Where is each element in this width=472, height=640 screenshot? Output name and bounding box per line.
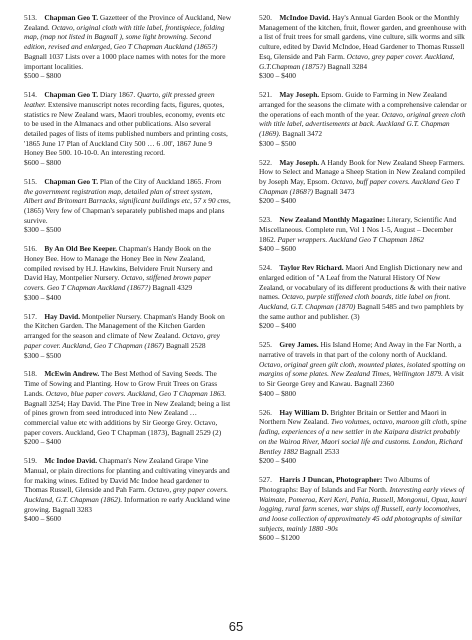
lot-heading: Grey James. — [279, 340, 319, 350]
lot-description: His Island Home; And Away in the Far North, a narrative of travels in that part of the colony north of Auckland. — [259, 340, 462, 360]
lot-notes: Bagnall 2528 — [164, 340, 206, 350]
lot-physical-description: Octavo, original cloth with title label, frontispiece, folding map, (map not listed in Bagnall ), some light browning. Second edition, revised and enlarged, Geo T Chapman Auckland (1865?) — [24, 22, 225, 52]
lot-description: Literary, Scientific And Miscellaneous. Complete run, Vol 1 Nos 1-5, August – December 1862. — [259, 215, 457, 244]
lot-estimate: $600 – $1200 — [259, 533, 300, 543]
lot-entry — [24, 244, 232, 302]
lot-number: 516. — [24, 244, 37, 254]
lot-notes: Bagnall 1037 Lists over a 1000 place names with notes for the more important localities. — [24, 51, 226, 71]
lot-description: Brighter Britain or Settler and Maori in Northern New Zealand. — [259, 407, 447, 427]
left-column — [24, 13, 232, 533]
lot-number: 521. — [259, 90, 272, 100]
lot-heading: Taylor Rev Richard. — [279, 263, 344, 273]
lot-number: 524. — [259, 263, 272, 273]
lot-entry — [259, 475, 467, 543]
lot-physical-description: Octavo, grey paper cover. Auckland, G.T.Chapman (1875?) — [259, 51, 455, 71]
lot-estimate: $600 – $800 — [24, 158, 61, 168]
lot-estimate: $300 – $500 — [24, 350, 61, 360]
lot-entry — [24, 369, 232, 447]
lot-entry — [259, 158, 467, 207]
lot-estimate: $300 – $400 — [24, 292, 61, 302]
lot-description: Two Albums of Photographs: Bay of Islands and Far North. — [259, 475, 430, 494]
lot-heading: Mc Indoe David. — [44, 456, 98, 466]
lot-heading: Harris J Duncan, Photographer: — [279, 475, 383, 485]
lot-number: 519. — [24, 456, 37, 466]
lot-entry — [259, 215, 467, 254]
lot-heading: May Joseph. — [279, 157, 320, 167]
right-column — [259, 13, 467, 552]
lot-estimate: $200 – $400 — [259, 456, 296, 466]
lot-estimate: $200 – $400 — [259, 196, 296, 206]
lot-physical-description: Two volumes, octavo, maroon gilt cloth, spine fading, experiences of a new settler in the Kaipara district probably on the Wairoa River, Maori social life and customs. London, Richard Bentley 1882 — [259, 417, 467, 456]
lot-physical-description: Paper wrappers. Auckland Geo T Chapman 1862 — [277, 234, 424, 244]
lot-number: 517. — [24, 311, 37, 321]
lot-description: Montpelier Nursery. Chapman's Handy Book on the Kitchen Garden. The Management of the Kitchen Garden arranged for the season and climate of New Zealand. — [24, 311, 225, 341]
lot-number: 513. — [24, 13, 37, 22]
lot-description: Hay's Annual Garden Book or the Monthly Management of the kitchen, fruit, flower garden, and greenhouse with a list of fruit trees for small gardens, vine culture, silk worms and silk culture, edited by David McIndoe, Head Gardener to Thomas Russell Esq, Glenside and Pah Farm. — [259, 13, 467, 61]
lot-number: 523. — [259, 215, 272, 225]
lot-description: Maori And English Dictionary new and enlarged edition of "A Leaf from the Natural History Of New Zealand, or vocabulary of its different productions & with their native names. — [259, 263, 466, 302]
lot-description: Plan of the City of Auckland 1865. — [98, 176, 206, 186]
lot-entry — [259, 13, 467, 81]
lot-number: 526. — [259, 407, 272, 417]
lot-description: The Best Method of Saving Seeds. The Time of Sowing and Planting. How to Grow Fruit Trees on Grass Lands. — [24, 369, 218, 398]
lot-number: 514. — [24, 90, 37, 100]
lot-description: Epsom. Guide to Farming in New Zealand arranged for the seasons the climate with a comprehensive calendar or the operations of each month of the year. — [259, 90, 467, 119]
lot-estimate: $200 – $400 — [24, 437, 61, 447]
lot-notes: A visit to Sir George Grey and Kawau. Bagnall 2360 — [259, 369, 464, 389]
lot-entry — [24, 312, 232, 361]
lot-estimate: $300 – $500 — [259, 138, 296, 148]
lot-estimate: $200 – $400 — [259, 321, 296, 331]
lot-notes: Bagnall 2533 — [297, 446, 340, 456]
lot-heading: Hay David. — [44, 311, 81, 321]
lot-physical-description: Interesting early views of Waimate, Pomeroa, Keri Keri, Pahia, Russell, Mongonui, Opua, kauri logging, rural farm scenes, war ships off Russell, early locomotives, and loose collection of approximately 45 odd photographs of similar subjects, mainly 1880 -90s — [259, 484, 467, 533]
lot-heading: McIndoe David. — [279, 13, 331, 22]
lot-description: Chapman's Handy Book on the Honey Bee. How to Manage the Honey Bee in New Zealand, compiled revised by H.J. Hawkins, Belvidere Fruit Nursery and David Hay, Montpelier Nursery. — [24, 244, 213, 283]
lot-notes: (1865) Very few of Chapman's separately published maps and plans survive. — [24, 206, 225, 225]
lot-heading: Chapman Geo T. — [44, 13, 99, 22]
page-number: 65 — [228, 619, 244, 634]
lot-entry — [24, 456, 232, 524]
lot-number: 515. — [24, 176, 37, 186]
lot-estimate: $400 – $600 — [259, 244, 296, 254]
lot-estimate: $400 – $800 — [259, 388, 296, 398]
lot-physical-description: From the government registration map, detailed plan of street system, Albert and Britomart Barracks, significant buildings etc, 57 x 90 cms, — [24, 176, 231, 206]
lot-physical-description: Octavo, purple stiffened cloth boards, title label on front. Auckland, G.T. Chapman (1870) — [259, 292, 451, 312]
lot-estimate: $400 – $600 — [24, 514, 61, 524]
lot-physical-description: Octavo, blue paper covers. Auckland, Geo T Chapman 1863. — [45, 388, 227, 398]
lot-notes: Bagnall 3472 — [280, 128, 323, 138]
lot-notes: Bagnall 3254; Hay David. The Pine Tree in New Zealand; being a list of pines grown from seed introduced into New Zealand … commercial value etc with additions by Sir George Grey. Octavo, paper covers. Auckland, Geo T Chapman (1873), Bagnall 2529 (2) — [24, 398, 231, 437]
lot-heading: Hay William D. — [279, 407, 329, 417]
lot-notes: Information re early Auckland wine growing. Bagnall 3283 — [24, 495, 230, 514]
lot-entry — [259, 263, 467, 331]
lot-physical-description: Octavo, original green gilt cloth, mounted plates, isolated spotting on margins of some plates. New Zealand Times, Wellington 1879. — [259, 359, 466, 379]
lot-heading: New Zealand Monthly Magazine: — [279, 215, 386, 225]
lot-heading: Chapman Geo T. — [44, 90, 99, 100]
lot-heading: By An Old Bee Keeper. — [44, 244, 117, 254]
lot-notes: Bagnall 4329 — [150, 283, 193, 293]
lot-estimate: $300 – $400 — [259, 71, 296, 81]
lot-number: 527. — [259, 475, 272, 485]
lot-notes: Bagnall 3284 — [325, 61, 368, 71]
lot-notes: Bagnall 5485 and two pamphlets by the same author and publisher. (3) — [259, 302, 464, 321]
lot-entry — [259, 408, 467, 466]
lot-heading: McEwin Andrew. — [44, 369, 100, 379]
lot-number: 522. — [259, 157, 272, 167]
lot-physical-description: Octavo, buff paper covers. Auckland Geo T Chapman (1868?) — [259, 176, 460, 196]
lot-estimate: $500 – $800 — [24, 71, 61, 81]
lot-description: A Handy Book for New Zealand Sheep Farmers. How to Select and Manage a Sheep Station in New Zealand compiled by Joseph May, Epsom. — [259, 157, 466, 186]
lot-physical-description: Quarto, gilt pressed green leather. — [24, 90, 215, 109]
lot-physical-description: Octavo, stiffened brown paper covers. Geo T Chapman Auckland (1867?) — [24, 273, 211, 293]
lot-number: 525. — [259, 340, 272, 350]
lot-physical-description: Octavo, grey paper cover. Auckland, Geo T Chapman (1867) — [24, 331, 220, 350]
lot-entry — [259, 90, 467, 148]
lot-description: Gazetteer of the Province of Auckland, New Zealand. — [24, 13, 232, 32]
lot-entry — [24, 90, 232, 168]
lot-number: 520. — [259, 13, 272, 22]
lot-physical-description: Octavo, grey paper covers. Auckland, G.T. Chapman (1862). — [24, 485, 228, 505]
lot-entry — [24, 13, 232, 81]
lot-physical-description: Octavo, original green cloth with title label, advertisements at back. Auckland G.T. Chapman (1869). — [259, 109, 466, 138]
lot-heading: May Joseph. — [279, 90, 320, 100]
lot-description: Diary 1867. — [98, 90, 138, 100]
lot-notes: Bagnall 3473 — [313, 186, 355, 196]
lot-entry — [24, 177, 232, 235]
lot-entry — [259, 340, 467, 398]
lot-notes: Extensive manuscript notes recording facts, figures, quotes, statistics re New Zealand wars, Maori troubles, economy, events etc to be used in the Almanacs and other publications. Also several detailed pages of lists of items published numbers and printing costs, '1865 June 17 Plan of Auckland City 500 … 6 .00', 1867 June 9 Honey Bee 500. 10-10-0. An interesting record. — [24, 99, 228, 158]
lot-number: 518. — [24, 369, 37, 379]
lot-description: Chapman's New Zealand Grape Vine Manual, or plain directions for planting and cultivating vineyards and for making wines. Edited by David Mc Indoe head gardener to Thomas Russell, Glenside and Pah Farm. — [24, 456, 230, 495]
lot-heading: Chapman Geo T. — [44, 176, 99, 186]
lot-estimate: $300 – $500 — [24, 225, 61, 235]
